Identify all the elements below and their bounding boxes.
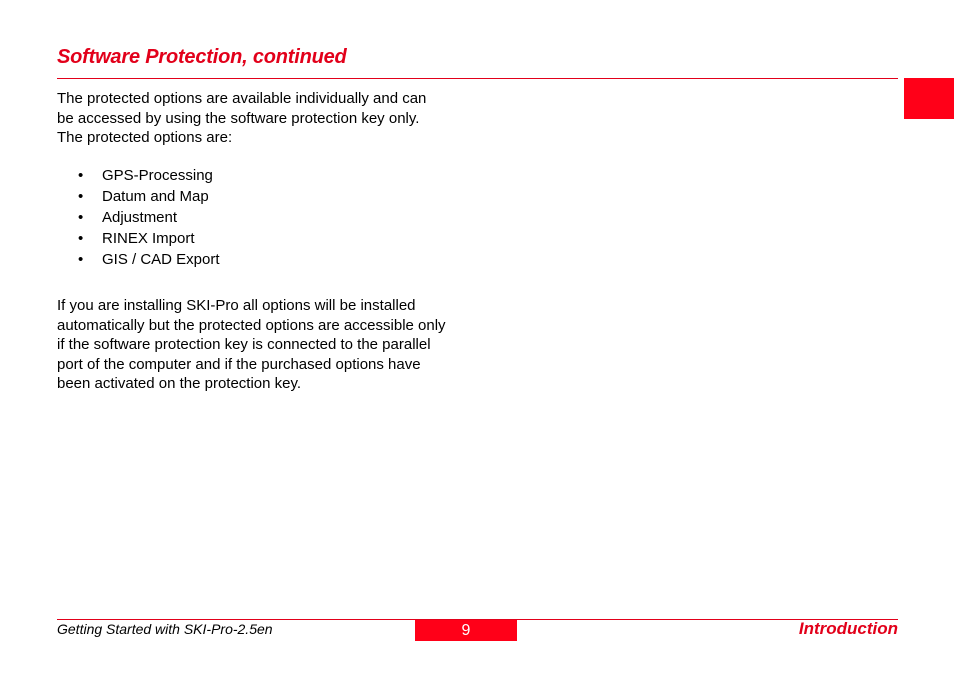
list-item — [57, 228, 220, 249]
list-item-label: Adjustment — [102, 209, 178, 226]
footer-section-title: Introduction — [798, 619, 898, 638]
list-item — [57, 165, 220, 186]
text-line: port of the computer and if the purchased options have — [57, 355, 421, 373]
bullet-icon: • — [78, 251, 84, 268]
list-item — [57, 207, 220, 228]
bullet-icon: • — [78, 167, 84, 184]
list-item-label: Datum and Map — [102, 188, 209, 205]
list-item-label: GPS-Processing — [102, 167, 213, 184]
chapter-tab-marker — [904, 78, 954, 119]
title-divider — [57, 78, 898, 79]
bullet-icon: • — [78, 188, 84, 205]
bullet-icon: • — [78, 209, 84, 226]
text-line: automatically but the protected options are accessible only — [57, 316, 446, 334]
text-line: if the software protection key is connected to the parallel — [57, 336, 431, 353]
text-line: The protected options are: — [57, 129, 233, 146]
installation-paragraph — [57, 296, 477, 394]
page-number-box: 9 — [415, 620, 517, 641]
text-line: The protected options are available individually and can — [57, 90, 427, 107]
text-line: If you are installing SKI-Pro all options will be installed — [57, 297, 416, 314]
text-line: been activated on the protection key. — [57, 375, 302, 392]
intro-paragraph — [57, 89, 477, 148]
protected-options-list — [57, 165, 220, 270]
text-line: be accessed by using the software protection key only. — [57, 109, 420, 127]
list-item-label: RINEX Import — [102, 230, 195, 247]
list-item — [57, 186, 220, 207]
list-item — [57, 249, 220, 270]
bullet-icon: • — [78, 230, 84, 247]
page-title: Software Protection, continued — [57, 46, 347, 68]
footer-document-title: Getting Started with SKI-Pro-2.5en — [57, 621, 273, 637]
list-item-label: GIS / CAD Export — [102, 251, 220, 268]
